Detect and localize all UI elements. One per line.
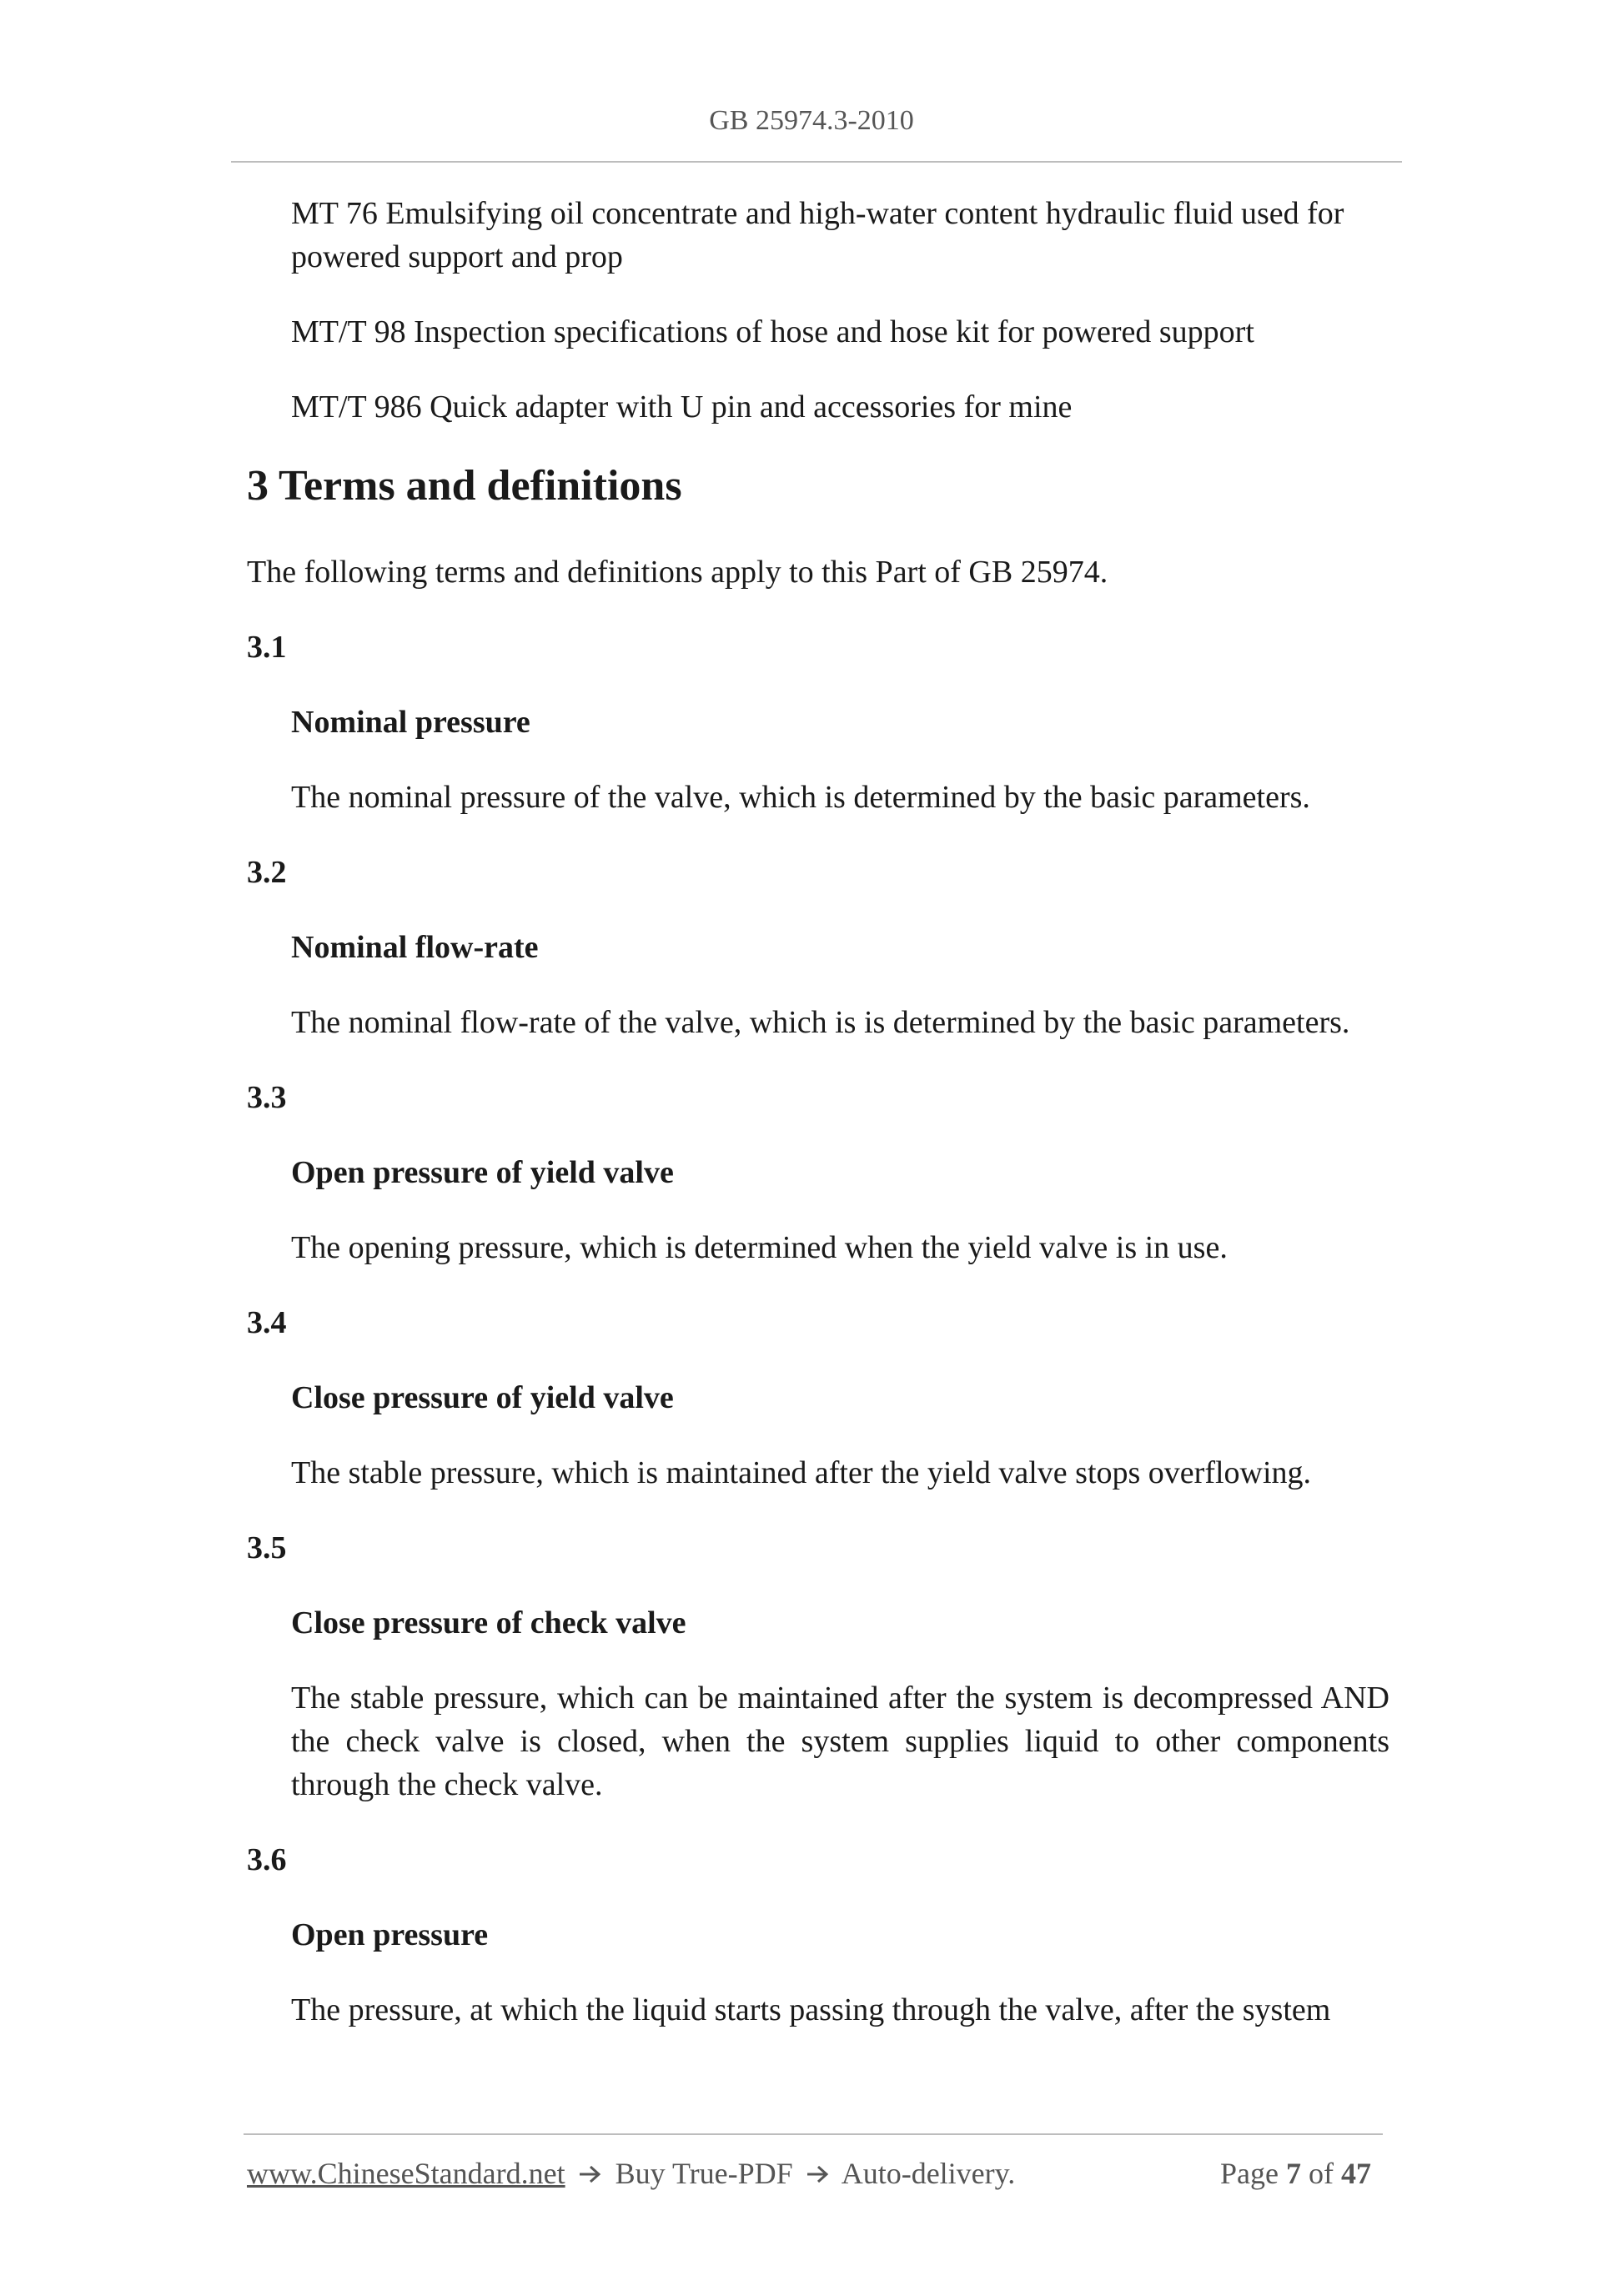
page-header	[0, 0, 1623, 163]
term-definition: The stable pressure, which can be maintained after the system is decompressed AND the check valve is closed, when the system supplies liquid to other components through the check valve.	[291, 1681, 1389, 1802]
term-name: Nominal pressure	[291, 705, 530, 740]
term-name: Open pressure of yield valve	[291, 1155, 674, 1190]
buy-text: Buy True-PDF	[615, 2157, 793, 2190]
term-entry	[247, 851, 1389, 1044]
term-definition: The nominal pressure of the valve, which is determined by the basic parameters.	[291, 780, 1310, 815]
term-name: Close pressure of check valve	[291, 1605, 686, 1640]
term-definition: The nominal flow-rate of the valve, which is is determined by the basic parameters.	[291, 1005, 1350, 1040]
term-number: 3.1	[247, 630, 287, 665]
term-definition: The stable pressure, which is maintained after the yield valve stops overflowing.	[291, 1455, 1312, 1490]
page-indicator	[1220, 2156, 1371, 2191]
document-code: GB 25974.3-2010	[709, 105, 914, 136]
term-number: 3.3	[247, 1080, 287, 1115]
term-name: Open pressure	[291, 1917, 489, 1952]
reference-item: MT 76 Emulsifying oil concentrate and high-water content hydraulic fluid used for powered support and prop	[291, 196, 1344, 274]
page-current: 7	[1286, 2157, 1301, 2190]
reference-item: MT/T 98 Inspection specifications of hose and hose kit for powered support	[291, 314, 1254, 349]
header-divider	[231, 161, 1402, 163]
term-number: 3.2	[247, 855, 287, 890]
term-entry	[247, 1076, 1389, 1269]
section-title: 3 Terms and definitions	[247, 462, 682, 510]
term-definition: The pressure, at which the liquid starts passing through the valve, after the system	[291, 1992, 1331, 2027]
term-name: Close pressure of yield valve	[291, 1380, 674, 1415]
delivery-text: Auto-delivery.	[841, 2157, 1016, 2190]
term-entry	[247, 1301, 1389, 1495]
term-entry	[247, 625, 1389, 819]
term-name: Nominal flow-rate	[291, 930, 539, 965]
right-arrow-icon	[806, 2163, 831, 2186]
page-label: Page	[1220, 2157, 1279, 2190]
footer-divider	[244, 2133, 1383, 2135]
page-of: of	[1309, 2157, 1334, 2190]
section-intro: The following terms and definitions apply to this Part of GB 25974.	[247, 555, 1108, 590]
right-arrow-icon	[578, 2163, 603, 2186]
term-entry	[247, 1526, 1389, 1806]
term-number: 3.6	[247, 1842, 287, 1877]
term-definition: The opening pressure, which is determined when the yield valve is in use.	[291, 1230, 1228, 1265]
footer-promo	[247, 2156, 1015, 2191]
site-link[interactable]: www.ChineseStandard.net	[247, 2157, 565, 2190]
reference-item: MT/T 986 Quick adapter with U pin and accessories for mine	[291, 389, 1073, 425]
term-entry	[247, 1838, 1389, 2032]
term-number: 3.4	[247, 1305, 287, 1340]
page-content	[247, 192, 1389, 2063]
page-total: 47	[1341, 2157, 1371, 2190]
term-number: 3.5	[247, 1530, 287, 1565]
page-footer	[247, 2156, 1383, 2198]
